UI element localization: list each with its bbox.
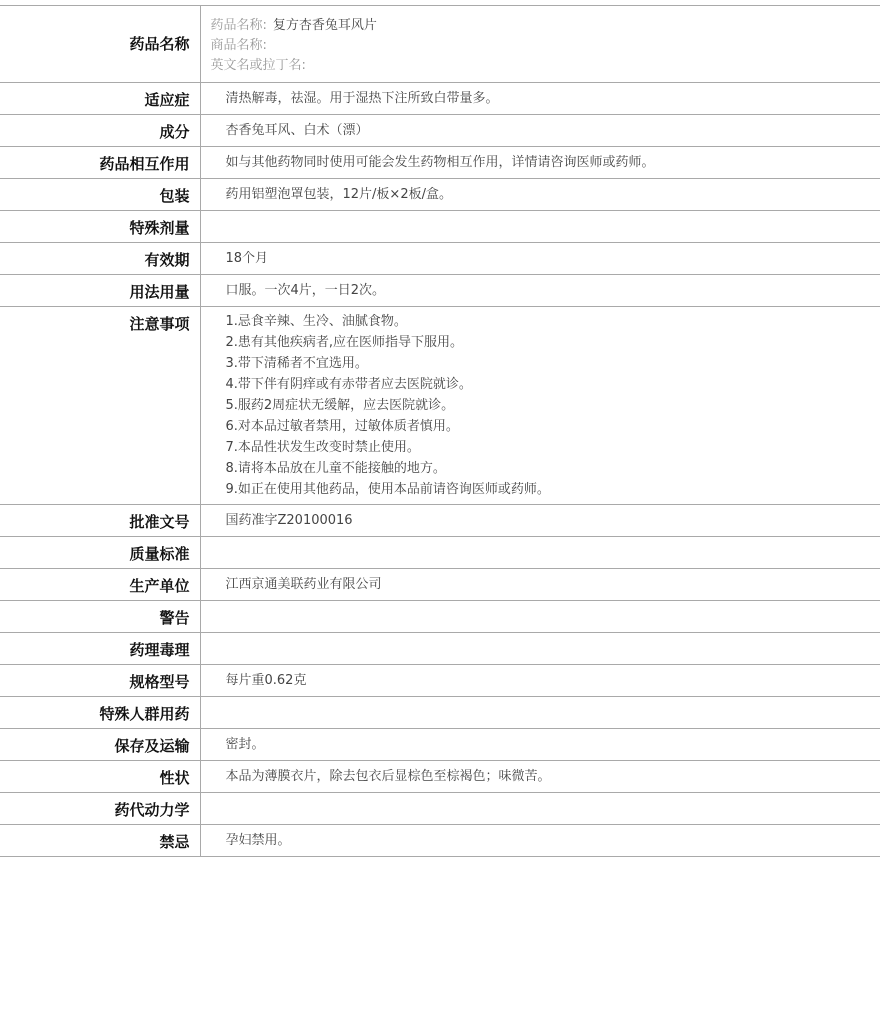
generic-name-value: 复方杏香兔耳风片 (272, 18, 377, 33)
spec-row-precautions (0, 307, 880, 505)
spec-value: 本品为薄膜衣片，除去包衣后显棕色至棕褐色；味微苦。 (200, 761, 880, 793)
spec-value (200, 633, 880, 665)
generic-name-line (211, 16, 880, 36)
spec-row-manufacturer (0, 569, 880, 601)
spec-row-dosage (0, 275, 880, 307)
precaution-item: 8.请将本品放在儿童不能接触的地方。 (225, 461, 446, 476)
spec-label: 性状 (0, 761, 200, 793)
spec-value: 杏香兔耳风、白术（漂） (200, 115, 880, 147)
spec-row-shelf-life (0, 243, 880, 275)
spec-label: 适应症 (0, 83, 200, 115)
spec-label: 药品相互作用 (0, 147, 200, 179)
spec-label: 用法用量 (0, 275, 200, 307)
spec-row-indications (0, 83, 880, 115)
english-name-label: 英文名或拉丁名: (210, 58, 306, 73)
spec-value (200, 211, 880, 243)
spec-label: 禁忌 (0, 825, 200, 857)
spec-row-contraindications (0, 825, 880, 857)
spec-value: 孕妇禁用。 (200, 825, 880, 857)
spec-row-packaging (0, 179, 880, 211)
spec-value: 清热解毒，祛湿。用于湿热下注所致白带量多。 (200, 83, 880, 115)
spec-value (200, 537, 880, 569)
spec-row-drug-name (0, 6, 880, 83)
precaution-item: 6.对本品过敏者禁用，过敏体质者慎用。 (225, 419, 459, 434)
spec-row-special-dosage (0, 211, 880, 243)
spec-value (200, 601, 880, 633)
precaution-item: 1.忌食辛辣、生冷、油腻食物。 (225, 314, 407, 329)
spec-label: 质量标准 (0, 537, 200, 569)
spec-label: 规格型号 (0, 665, 200, 697)
spec-value: 国药准字Z20100016 (200, 505, 880, 537)
spec-row-interactions (0, 147, 880, 179)
spec-value (200, 6, 880, 83)
spec-label: 特殊人群用药 (0, 697, 200, 729)
spec-label: 有效期 (0, 243, 200, 275)
precaution-item: 2.患有其他疾病者,应在医师指导下服用。 (225, 335, 464, 350)
spec-value: 药用铝塑泡罩包装，12片/板×2板/盒。 (200, 179, 880, 211)
spec-row-pharmacology (0, 633, 880, 665)
spec-value: 每片重0.62克 (200, 665, 880, 697)
spec-row-quality-standard (0, 537, 880, 569)
precaution-item: 9.如正在使用其他药品，使用本品前请咨询医师或药师。 (225, 482, 550, 497)
spec-row-specification (0, 665, 880, 697)
drug-spec-table (0, 5, 880, 857)
spec-value (200, 793, 880, 825)
trade-name-line (211, 36, 880, 56)
spec-label: 药理毒理 (0, 633, 200, 665)
spec-label: 药品名称 (0, 6, 200, 83)
spec-label: 生产单位 (0, 569, 200, 601)
spec-row-special-populations (0, 697, 880, 729)
spec-value: 江西京通美联药业有限公司 (200, 569, 880, 601)
spec-label: 注意事项 (0, 307, 200, 505)
spec-row-storage (0, 729, 880, 761)
spec-row-description (0, 761, 880, 793)
spec-value (200, 697, 880, 729)
precaution-item: 3.带下清稀者不宜选用。 (225, 356, 368, 371)
english-name-line (211, 56, 880, 76)
generic-name-label: 药品名称: (210, 18, 267, 33)
spec-label: 保存及运输 (0, 729, 200, 761)
trade-name-label: 商品名称: (210, 38, 267, 53)
precaution-item: 4.带下伴有阴痒或有赤带者应去医院就诊。 (225, 377, 472, 392)
spec-value: 18个月 (200, 243, 880, 275)
spec-row-approval-number (0, 505, 880, 537)
spec-label: 包装 (0, 179, 200, 211)
spec-row-pharmacokinetics (0, 793, 880, 825)
spec-label: 警告 (0, 601, 200, 633)
spec-label: 药代动力学 (0, 793, 200, 825)
spec-label: 批准文号 (0, 505, 200, 537)
spec-row-warning (0, 601, 880, 633)
spec-value: 如与其他药物同时使用可能会发生药物相互作用，详情请咨询医师或药师。 (200, 147, 880, 179)
spec-label: 特殊剂量 (0, 211, 200, 243)
spec-value: 密封。 (200, 729, 880, 761)
spec-row-ingredients (0, 115, 880, 147)
spec-value: 口服。一次4片，一日2次。 (200, 275, 880, 307)
precautions-list (200, 307, 880, 505)
precaution-item: 5.服药2周症状无缓解，应去医院就诊。 (225, 398, 455, 413)
precaution-item: 7.本品性状发生改变时禁止使用。 (225, 440, 420, 455)
spec-label: 成分 (0, 115, 200, 147)
